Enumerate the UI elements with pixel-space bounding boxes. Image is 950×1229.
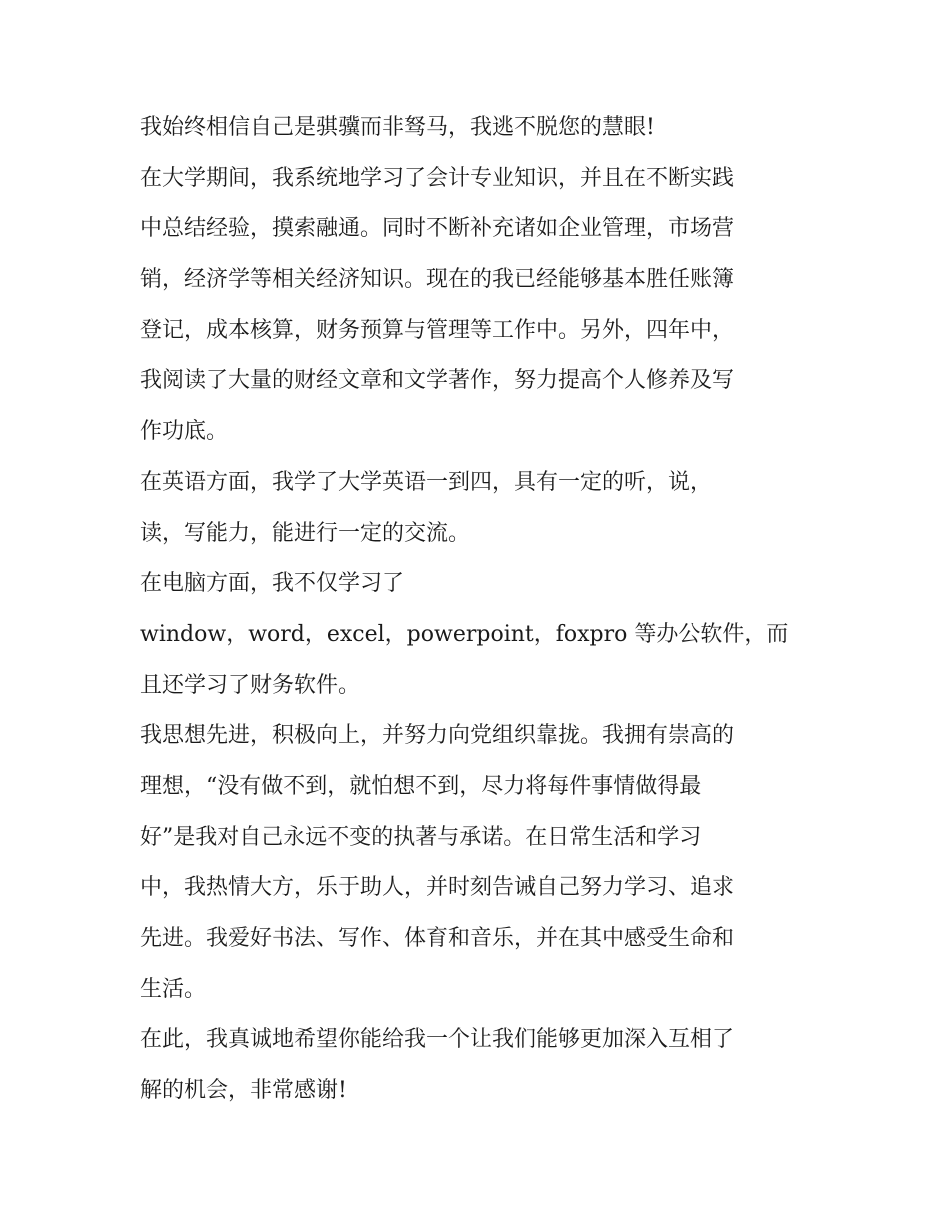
text-line: 理想，“没有做不到，就怕想不到，尽力将每件事情做得最 (140, 773, 702, 799)
text-line: 在大学期间，我系统地学习了会计专业知识，并且在不断实践 (140, 165, 735, 191)
text-line: 作功底。 (140, 419, 229, 445)
text-line: 我阅读了大量的财经文章和文学著作，努力提高个人修养及写 (140, 368, 735, 394)
text-line: 中总结经验，摸索融通。同时不断补充诸如企业管理，市场营 (140, 216, 735, 242)
text-line: 在此，我真诚地希望你能给我一个让我们能够更加深入互相了 (140, 1027, 735, 1053)
body-text (140, 103, 820, 1117)
text-line: 中，我热情大方，乐于助人，并时刻告诫自己努力学习、追求 (140, 875, 735, 901)
text-line: 销，经济学等相关经济知识。现在的我已经能够基本胜任账簿 (140, 267, 735, 293)
text-line: 且还学习了财务软件。 (140, 672, 361, 698)
text-line: 好”是我对自己永远不变的执著与承诺。在日常生活和学习 (140, 824, 702, 850)
text-line: 解的机会，非常感谢! (140, 1078, 347, 1104)
text-line: 在英语方面，我学了大学英语一到四，具有一定的听，说， (140, 469, 713, 495)
text-line: 生活。 (140, 976, 207, 1002)
text-line: 先进。我爱好书法、写作、体育和音乐，并在其中感受生命和 (140, 926, 735, 951)
text-line: 在电脑方面，我不仅学习了 (140, 571, 405, 597)
text-line: 读，写能力，能进行一定的交流。 (140, 520, 471, 546)
text-line: 登记，成本核算，财务预算与管理等工作中。另外，四年中， (140, 317, 735, 343)
text-line: window，word，excel，powerpoint，foxpro 等办公软件，而 (140, 621, 789, 647)
text-line: 我始终相信自己是骐骥而非驽马，我逃不脱您的慧眼! (140, 115, 655, 140)
text-line: 我思想先进，积极向上，并努力向党组织靠拢。我拥有崇高的 (140, 723, 735, 749)
